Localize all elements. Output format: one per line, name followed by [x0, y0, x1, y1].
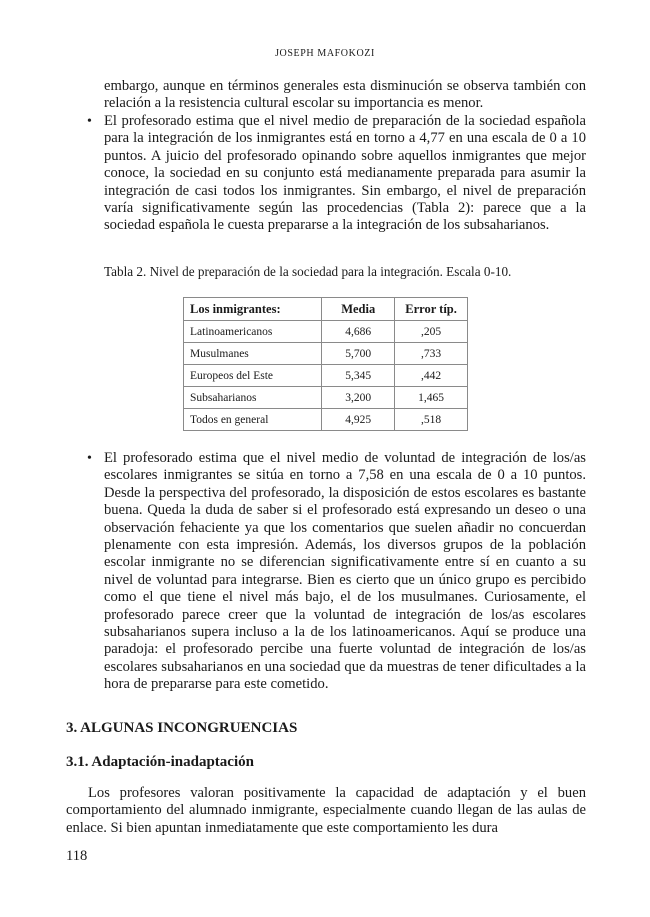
bullet-marker: • — [87, 114, 92, 129]
table-row — [184, 387, 468, 409]
running-header: JOSEPH MAFOKOZI — [275, 48, 375, 59]
table-row — [184, 409, 468, 431]
section-body-paragraph: Los profesores valoran positivamente la capacidad de adaptación y el buen comportamiento del alumnado inmigrante, especialmente cuando llegan de las aulas de enlace. Si bien apuntan inmediatamente que este comportamiento les dura — [66, 785, 586, 836]
table-cell: ,733 — [395, 343, 468, 365]
table-cell: Subsaharianos — [184, 387, 322, 409]
bullet-marker: • — [87, 451, 92, 466]
table-cell: ,518 — [395, 409, 468, 431]
table-cell: ,205 — [395, 321, 468, 343]
column-header: Los inmigrantes: — [184, 298, 322, 321]
table-cell: Musulmanes — [184, 343, 322, 365]
table-cell: 1,465 — [395, 387, 468, 409]
table-cell: ,442 — [395, 365, 468, 387]
table-cell: Latinoamericanos — [184, 321, 322, 343]
table-cell: Europeos del Este — [184, 365, 322, 387]
table-cell: 4,686 — [322, 321, 395, 343]
preparation-table — [183, 297, 468, 431]
bullet-paragraph-willingness: El profesorado estima que el nivel medio de voluntad de integración de los/as escolares inmigrantes se sitúa en torno a 7,58 en una escala de 0 a 10 puntos. Desde la perspectiva del profesorado, la disposición de estos escolares es bastante buena. Queda la duda de saber si el profesorado está expresando un deseo o una observación fehaciente ya que los comentarios que suelen añadir no concuerdan plenamente con esta impresión. Además, los diversos grupos de la población escolar inmigrante no se diferencian significativamente entre sí en cuanto a su nivel de voluntad para integrarse. Bien es cierto que un único grupo es percibido como el que tiene el nivel más bajo, el de los musulmanes. Curiosamente, el profesorado parece creer que la voluntad de integración de los/as escolares subsaharianos supera incluso a la de los latinoamericanos. Aquí se produce una paradoja: el profesorado percibe una fuerte voluntad de integración de los/as escolares subsaharianos en una sociedad que da muestras de tener dificultades a la hora de prepararse para este cometido. — [104, 450, 586, 693]
table-row — [184, 321, 468, 343]
table-cell: Todos en general — [184, 409, 322, 431]
column-header: Error típ. — [395, 298, 468, 321]
section-heading: 3. ALGUNAS INCONGRUENCIAS — [66, 720, 298, 736]
table-cell: 3,200 — [322, 387, 395, 409]
table-cell: 5,345 — [322, 365, 395, 387]
table-cell: 5,700 — [322, 343, 395, 365]
paragraph-continuation: embargo, aunque en términos generales esta disminución se observa también con relación a la resistencia cultural escolar su importancia es menor. — [104, 78, 586, 112]
column-header: Media — [322, 298, 395, 321]
table-row — [184, 365, 468, 387]
table-caption: Tabla 2. Nivel de preparación de la sociedad para la integración. Escala 0-10. — [104, 264, 512, 279]
table-header-row — [184, 298, 468, 321]
table-cell: 4,925 — [322, 409, 395, 431]
table-row — [184, 343, 468, 365]
bullet-paragraph-preparation: El profesorado estima que el nivel medio de preparación de la sociedad española para la integración de los inmigrantes está en torno a 4,77 en una escala de 0 a 10 puntos. A juicio del profesorado opinando sobre aquellos inmigrantes que mejor conoce, la sociedad en su conjunto está medianamente preparada para asumir la integración de casi todos los inmigrantes. Sin embargo, el nivel de preparación varía significativamente según las procedencias (Tabla 2): parece que a la sociedad española le cuesta prepararse a la integración de los subsaharianos. — [104, 113, 586, 234]
subsection-heading: 3.1. Adaptación-inadaptación — [66, 754, 254, 770]
page-number: 118 — [66, 848, 88, 864]
